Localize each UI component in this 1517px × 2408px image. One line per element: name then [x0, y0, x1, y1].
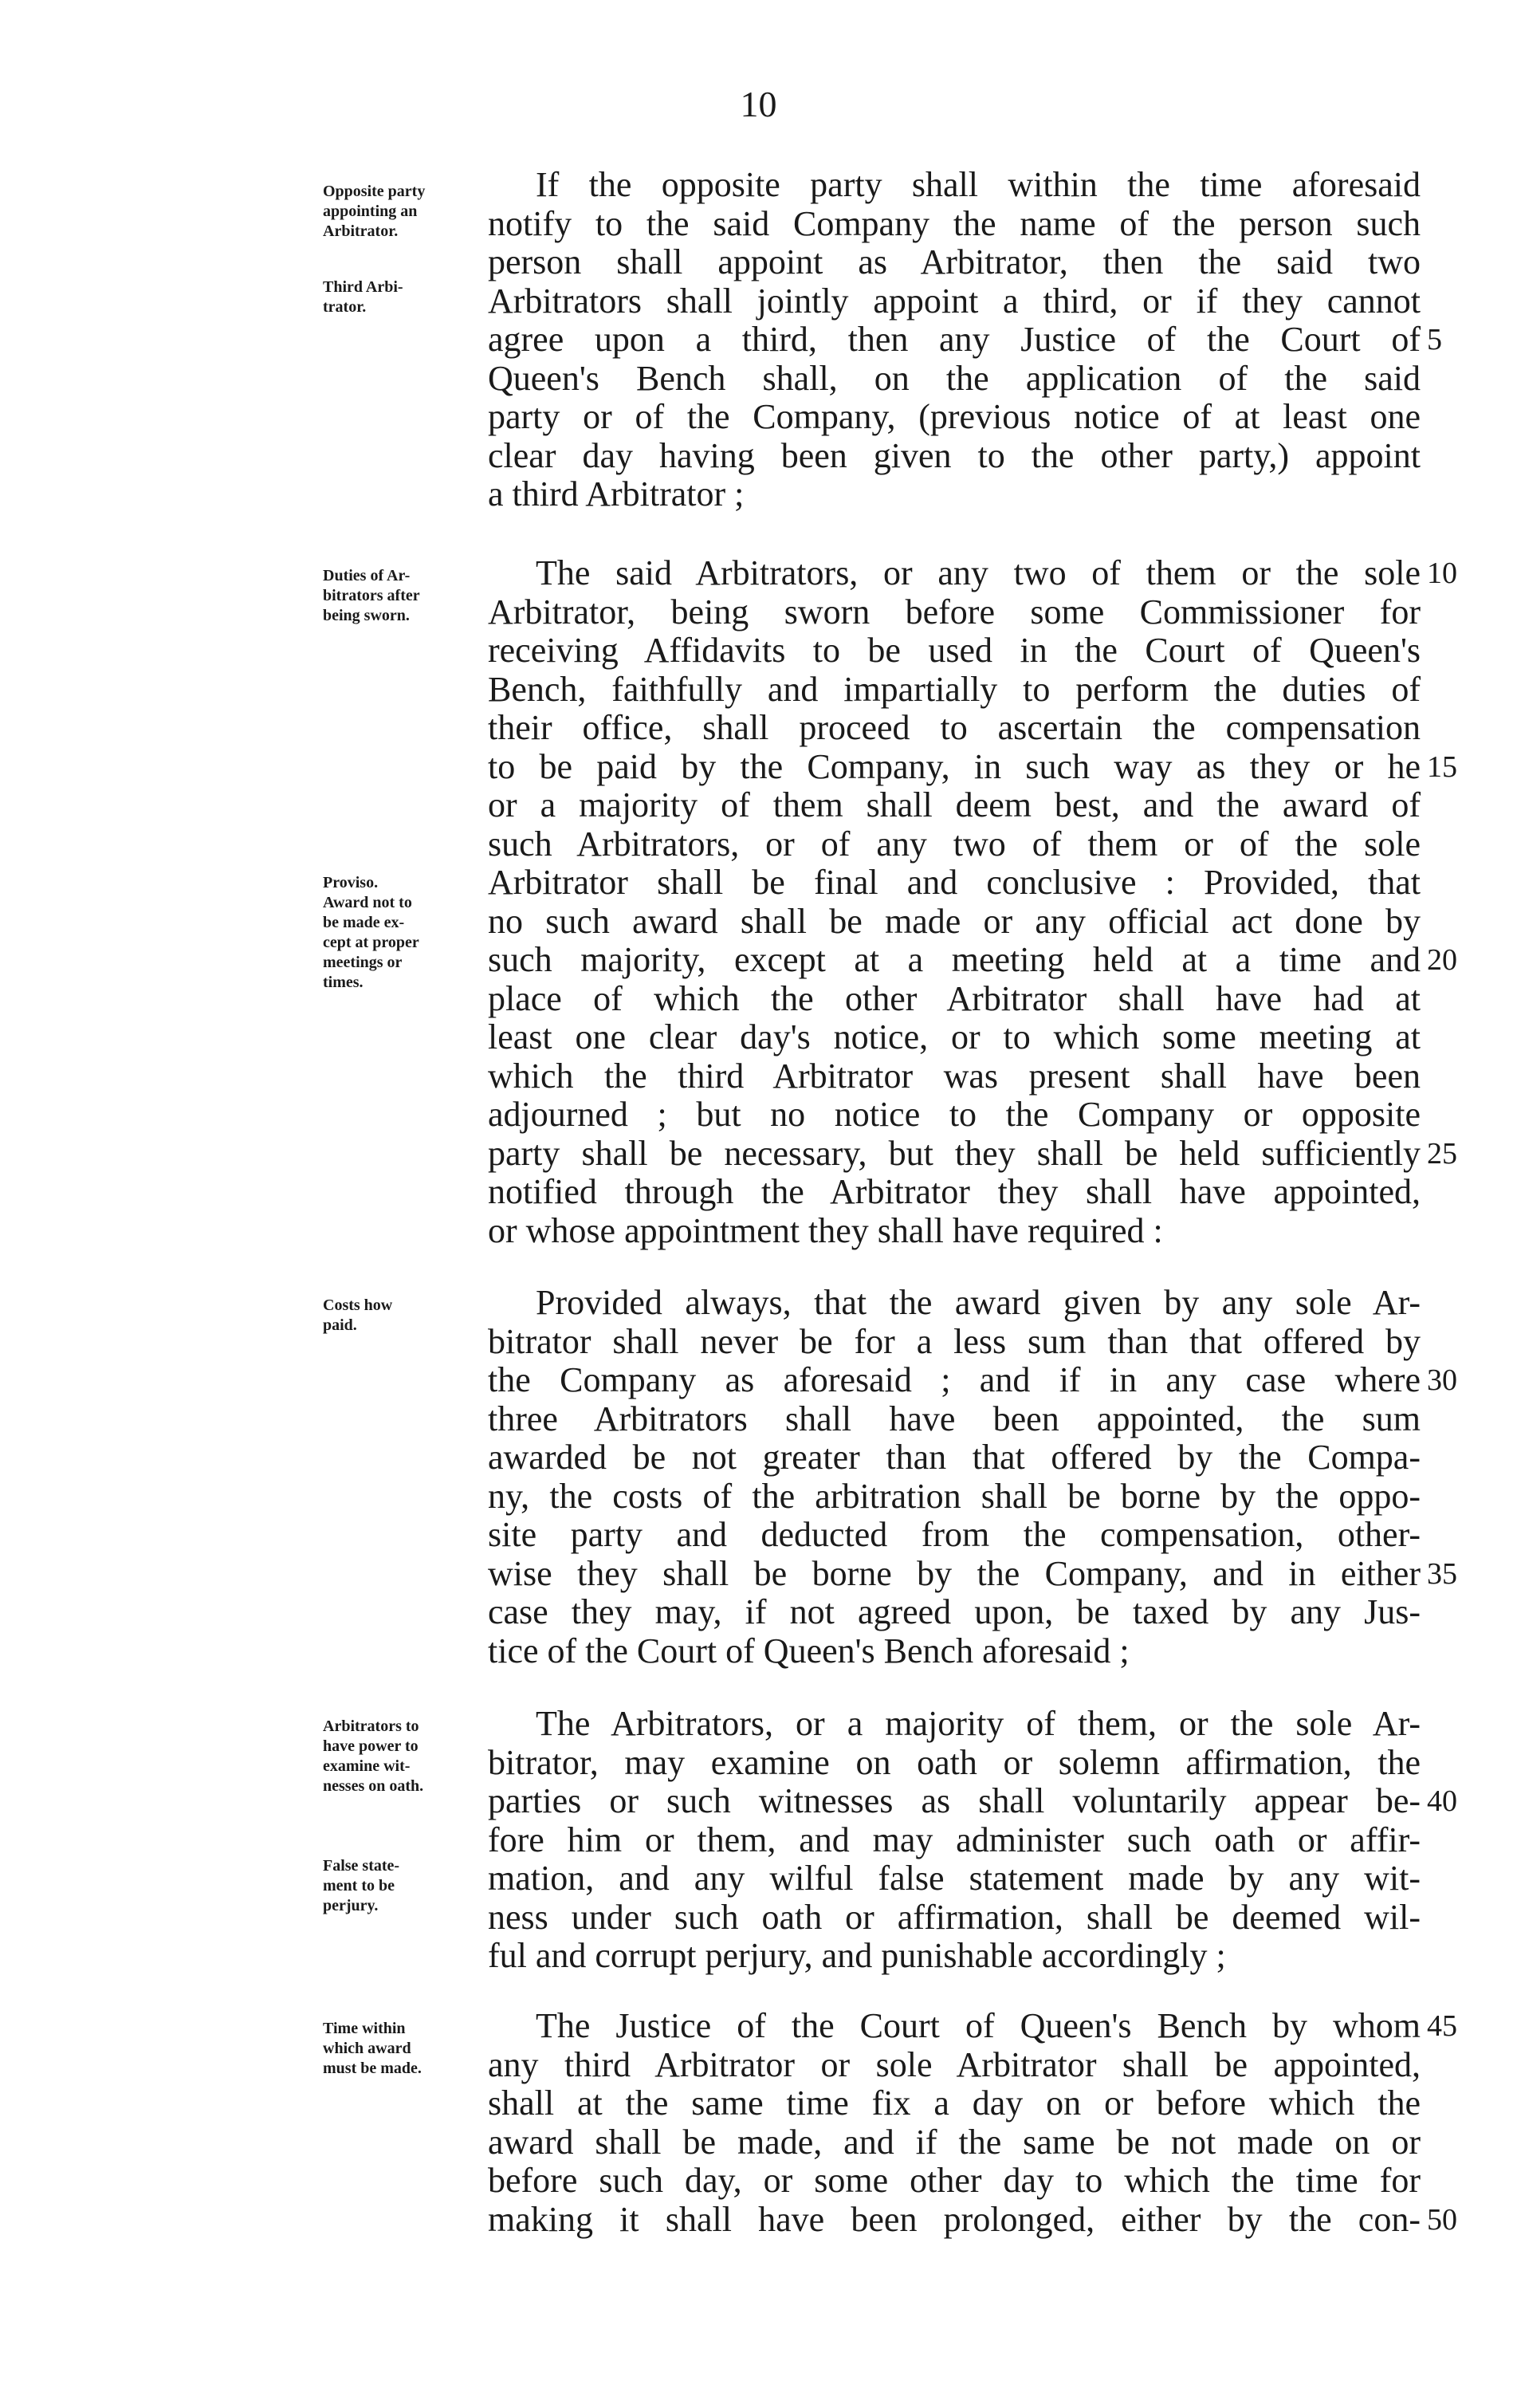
margin-note-line: Opposite party	[323, 183, 426, 200]
margin-note	[323, 566, 494, 626]
margin-note-line: being sworn.	[323, 607, 410, 624]
text-line: which the third Arbitrator was present shall have been	[488, 1056, 1421, 1096]
margin-note-line: times.	[323, 974, 364, 991]
margin-note	[323, 1296, 494, 1336]
text-line: Arbitrator shall be final and conclusive : Provided, that	[488, 863, 1421, 902]
text-line: or a majority of them shall deem best, and the award of	[488, 785, 1421, 824]
line-number: 45	[1427, 2009, 1457, 2043]
text-line: The said Arbitrators, or any two of them or the sole	[536, 553, 1421, 592]
text-line: parties or such witnesses as shall voluntarily appear be-	[488, 1781, 1421, 1820]
text-line: person shall appoint as Arbitrator, then the said two	[488, 242, 1421, 281]
text-line: case they may, if not agreed upon, be taxed by any Jus-	[488, 1592, 1421, 1631]
margin-note-line: examine wit-	[323, 1757, 411, 1775]
paragraph	[488, 1284, 1421, 1670]
margin-note-line: paid.	[323, 1316, 357, 1334]
line-number: 25	[1427, 1136, 1457, 1171]
line-number: 35	[1427, 1556, 1457, 1591]
text-line: notified through the Arbitrator they shall have appointed,	[488, 1172, 1421, 1211]
text-line: ful and corrupt perjury, and punishable accordingly ;	[488, 1936, 1226, 1975]
text-line: Provided always, that the award given by any sole Ar-	[536, 1283, 1421, 1322]
margin-note	[323, 873, 494, 993]
text-line: making it shall have been prolonged, either by the con-	[488, 2199, 1421, 2239]
margin-note-line: Arbitrator.	[323, 222, 399, 240]
text-line: the Company as aforesaid ; and if in any case where	[488, 1360, 1421, 1399]
margin-note-line: trator.	[323, 298, 367, 316]
margin-note-line: Arbitrators to	[323, 1717, 419, 1735]
text-line: or whose appointment they shall have required :	[488, 1210, 1163, 1250]
text-line: no such award shall be made or any official act done by	[488, 901, 1421, 941]
margin-note-line: Duties of Ar-	[323, 567, 411, 584]
margin-note-line: Costs how	[323, 1296, 393, 1314]
text-line: mation, and any wilful false statement made by any wit-	[488, 1859, 1421, 1898]
page-number: 10	[740, 84, 777, 124]
line-number: 5	[1427, 323, 1442, 356]
text-line: their office, shall proceed to ascertain the compensation	[488, 708, 1421, 747]
margin-note-line: Proviso.	[323, 874, 379, 891]
text-line: If the opposite party shall within the time aforesaid	[536, 165, 1421, 204]
margin-note-line: meetings or	[323, 954, 403, 971]
text-line: Arbitrators shall jointly appoint a third, or if they cannot	[488, 281, 1421, 321]
text-line: site party and deducted from the compensation, other-	[488, 1515, 1421, 1554]
margin-note	[323, 1717, 494, 1796]
text-line: fore him or them, and may administer such oath or affir-	[488, 1820, 1421, 1859]
line-number: 40	[1427, 1784, 1457, 1818]
margin-note-line: ment to be	[323, 1877, 395, 1895]
text-line: place of which the other Arbitrator shall have had at	[488, 978, 1421, 1018]
margin-note-line: perjury.	[323, 1897, 379, 1914]
margin-note-line: False state-	[323, 1857, 400, 1875]
margin-note	[323, 2019, 494, 2079]
text-line: awarded be not greater than that offered by the Compa-	[488, 1438, 1421, 1477]
paragraph	[488, 1705, 1421, 1976]
margin-note	[323, 1856, 494, 1916]
text-line: before such day, or some other day to which the time for	[488, 2161, 1421, 2200]
text-line: tice of the Court of Queen's Bench aforesaid ;	[488, 1631, 1130, 1670]
text-line: party shall be necessary, but they shall be held sufficiently	[488, 1133, 1421, 1173]
text-line: receiving Affidavits to be used in the Court of Queen's	[488, 631, 1421, 670]
text-line: agree upon a third, then any Justice of the Court of	[488, 320, 1421, 359]
margin-note-line: Time within	[323, 2020, 406, 2037]
text-line: such Arbitrators, or of any two of them or of the sole	[488, 824, 1421, 864]
text-line: Arbitrator, being sworn before some Commissioner for	[488, 592, 1421, 632]
text-line: party or of the Company, (previous notice of at least one	[488, 397, 1421, 436]
margin-note-line: nesses on oath.	[323, 1777, 424, 1795]
text-line: bitrator shall never be for a less sum than that offered by	[488, 1321, 1421, 1361]
margin-note-line: Third Arbi-	[323, 278, 403, 296]
margin-note-line: must be made.	[323, 2060, 422, 2077]
text-line: Bench, faithfully and impartially to perform the duties of	[488, 669, 1421, 709]
text-line: adjourned ; but no notice to the Company or opposite	[488, 1095, 1421, 1134]
margin-note-line: Award not to	[323, 894, 412, 911]
line-number: 10	[1427, 557, 1457, 590]
paragraph	[488, 2007, 1421, 2239]
margin-note-line: cept at proper	[323, 934, 419, 951]
paragraph	[488, 554, 1421, 1250]
paragraph	[488, 166, 1421, 514]
text-line: three Arbitrators shall have been appointed, the sum	[488, 1399, 1421, 1438]
text-line: ny, the costs of the arbitration shall be borne by the oppo-	[488, 1476, 1421, 1516]
margin-note-line: have power to	[323, 1737, 419, 1755]
text-line: any third Arbitrator or sole Arbitrator shall be appointed,	[488, 2044, 1421, 2084]
line-number: 20	[1427, 943, 1457, 977]
text-line: a third Arbitrator ;	[488, 474, 745, 513]
margin-note-line: bitrators after	[323, 587, 420, 604]
text-line: The Justice of the Court of Queen's Bench by whom	[536, 2006, 1421, 2045]
text-line: ness under such oath or affirmation, shall be deemed wil-	[488, 1897, 1421, 1937]
text-line: The Arbitrators, or a majority of them, or the sole Ar-	[536, 1704, 1421, 1743]
text-line: bitrator, may examine on oath or solemn affirmation, the	[488, 1742, 1421, 1782]
line-number: 15	[1427, 750, 1457, 784]
text-line: clear day having been given to the other party,) appoint	[488, 435, 1421, 475]
margin-note-line: appointing an	[323, 203, 418, 220]
text-line: wise they shall be borne by the Company, and in either	[488, 1553, 1421, 1593]
text-line: Queen's Bench shall, on the application of the said	[488, 358, 1421, 398]
margin-note	[323, 182, 494, 242]
text-line: to be paid by the Company, in such way as they or he	[488, 746, 1421, 786]
text-line: least one clear day's notice, or to which some meeting at	[488, 1017, 1421, 1056]
margin-note-line: be made ex-	[323, 914, 405, 931]
text-line: shall at the same time fix a day on or before which the	[488, 2083, 1421, 2123]
line-number: 30	[1427, 1363, 1457, 1397]
text-line: notify to the said Company the name of the person such	[488, 203, 1421, 243]
margin-note	[323, 277, 494, 317]
text-line: award shall be made, and if the same be not made on or	[488, 2122, 1421, 2162]
margin-note-line: which award	[323, 2040, 411, 2057]
line-number: 50	[1427, 2202, 1457, 2237]
text-line: such majority, except at a meeting held at a time and	[488, 940, 1421, 979]
